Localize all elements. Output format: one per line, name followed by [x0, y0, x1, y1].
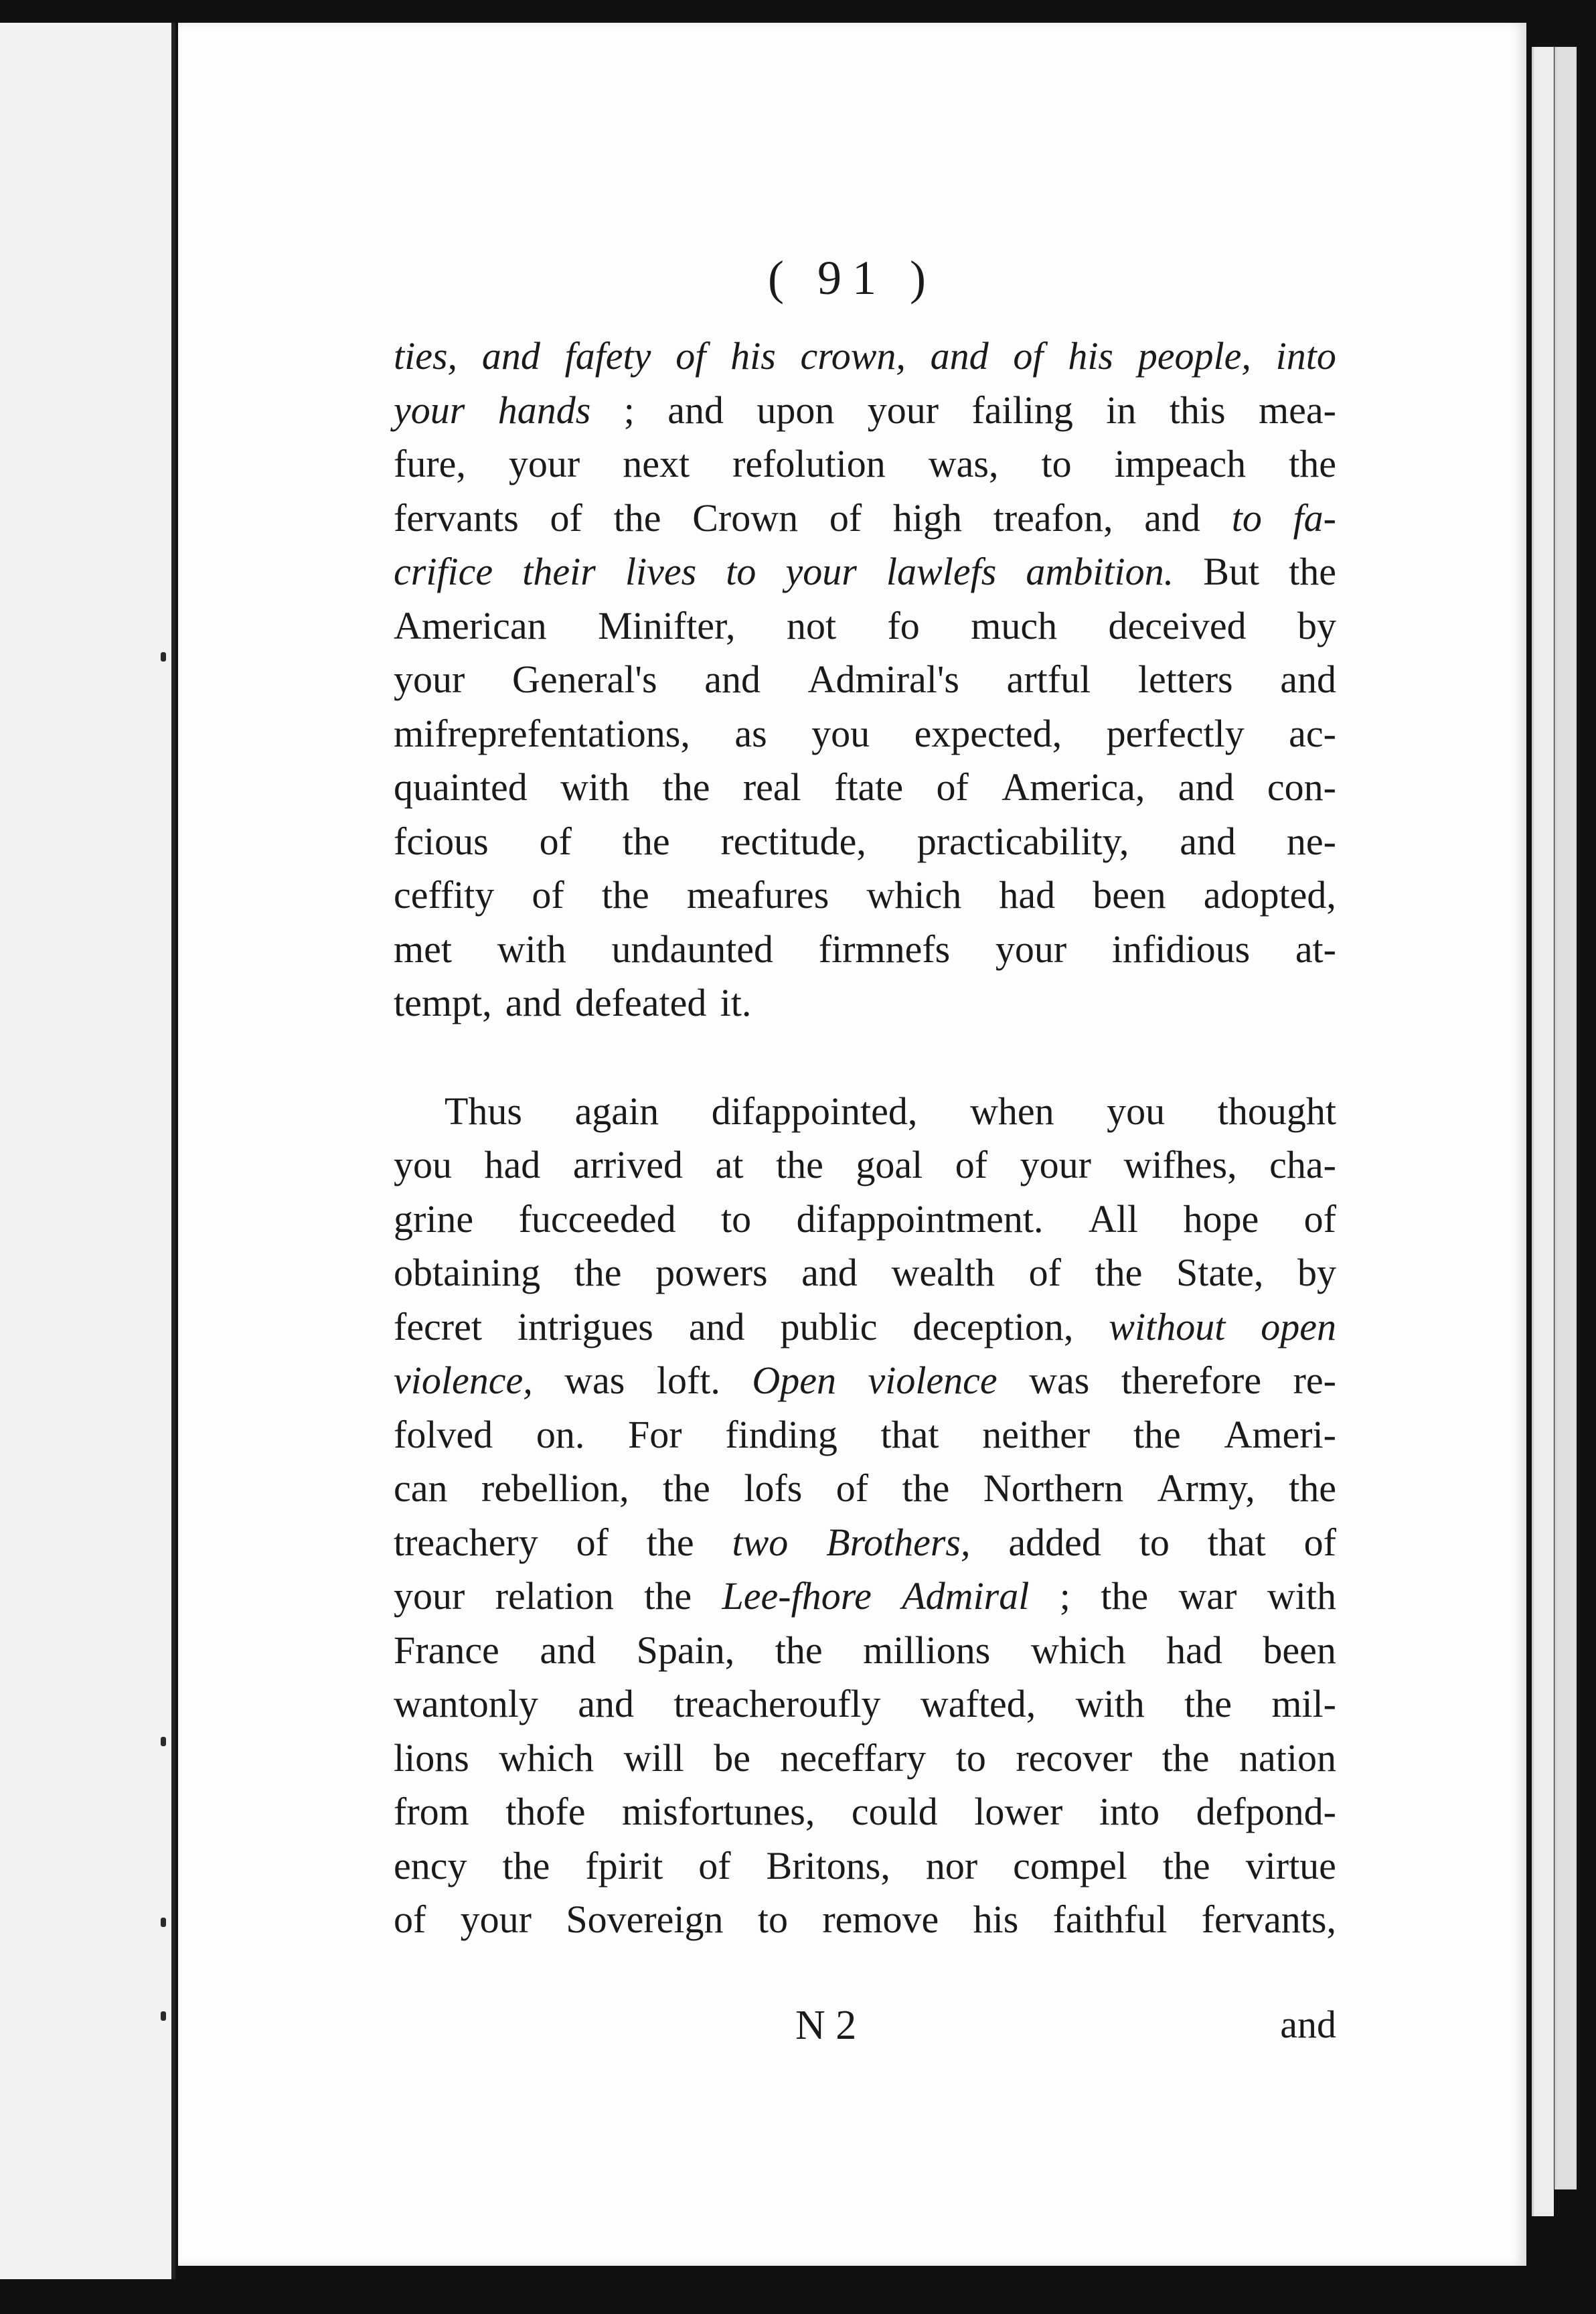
word: at — [715, 1143, 744, 1186]
word: millions — [863, 1628, 991, 1672]
word: intrigues — [517, 1304, 653, 1348]
word: of — [550, 495, 582, 540]
italic-word: and — [930, 334, 989, 378]
word: and — [704, 658, 761, 701]
italic-word: open — [1261, 1304, 1336, 1348]
word: lions — [394, 1736, 469, 1780]
word: folved — [394, 1412, 493, 1456]
word: to — [721, 1197, 752, 1241]
word: For — [628, 1412, 682, 1456]
word: tempt, — [394, 981, 492, 1024]
italic-word: fa- — [1293, 495, 1336, 540]
text-line — [394, 1192, 1336, 1247]
word: the — [662, 765, 710, 809]
word: your — [867, 388, 939, 432]
word: your — [394, 658, 465, 701]
text-line — [394, 1839, 1336, 1894]
word: rectitude, — [720, 819, 866, 863]
word: be — [714, 1736, 750, 1780]
italic-word: Brothers, — [826, 1520, 971, 1564]
word: nation — [1239, 1736, 1336, 1780]
word: ; — [623, 388, 635, 432]
word: goal — [856, 1143, 923, 1186]
word: defpond- — [1196, 1790, 1336, 1833]
italic-word: ambition. — [1026, 550, 1174, 593]
word: Ameri- — [1224, 1412, 1336, 1456]
word: infidious — [1111, 927, 1251, 971]
word: relation — [495, 1574, 614, 1618]
text-line — [394, 329, 1336, 384]
word: neceffary — [780, 1736, 927, 1780]
word: with — [497, 927, 566, 971]
word: and — [540, 1628, 596, 1672]
italic-word: his — [1068, 334, 1113, 378]
word: fervants — [394, 495, 519, 540]
italic-word: to — [726, 550, 756, 593]
word: by — [1297, 603, 1336, 647]
italic-word: fafety — [564, 334, 651, 378]
word: refolution — [732, 442, 886, 485]
word: lofs — [744, 1466, 803, 1510]
word: the — [1289, 1466, 1336, 1510]
italic-word: violence — [868, 1359, 998, 1402]
word: grine — [394, 1197, 474, 1241]
text-line — [394, 1785, 1336, 1839]
word: added — [1008, 1520, 1101, 1564]
text-line — [394, 707, 1336, 761]
word: mea- — [1258, 388, 1336, 432]
italic-word: their — [522, 550, 596, 593]
footer-line — [394, 2002, 1336, 2062]
text-line — [394, 1677, 1336, 1731]
word: of — [936, 765, 969, 809]
word: re- — [1293, 1359, 1336, 1402]
italic-word: lawlefs — [886, 550, 997, 593]
word: powers — [655, 1251, 768, 1294]
word: by — [1297, 1251, 1336, 1294]
italic-word: people, — [1137, 334, 1251, 378]
word: the — [613, 495, 661, 540]
word: of — [829, 495, 862, 540]
word: and — [1144, 495, 1200, 540]
word: to — [955, 1736, 986, 1780]
word: cha- — [1269, 1143, 1336, 1186]
word: wealth — [891, 1251, 995, 1294]
page-edge-leaf — [1554, 47, 1577, 2189]
word: from — [394, 1790, 469, 1833]
word: treachery — [394, 1520, 538, 1564]
word: deceived — [1108, 603, 1247, 647]
italic-word: your — [785, 550, 857, 593]
italic-word: your — [394, 388, 465, 432]
word: impeach — [1114, 442, 1247, 485]
word: loft. — [656, 1359, 720, 1402]
word: ac- — [1289, 711, 1336, 755]
word: therefore — [1121, 1359, 1262, 1402]
word: and — [578, 1682, 634, 1725]
text-line — [394, 1516, 1336, 1570]
word: Minifter, — [598, 603, 736, 647]
italic-word: crifice — [394, 550, 493, 593]
word: the — [646, 1520, 694, 1564]
word: the — [1289, 550, 1336, 593]
word: fervants, — [1201, 1898, 1336, 1941]
page-number: ( 91 ) — [768, 251, 937, 305]
word: and — [801, 1251, 858, 1294]
page-edge-leaf — [1532, 47, 1554, 2216]
word: the — [663, 1466, 710, 1510]
word: the — [775, 1628, 823, 1672]
facing-page-edge — [0, 23, 175, 2279]
catchword: and — [1280, 2003, 1336, 2046]
word: you — [394, 1143, 452, 1186]
word: arrived — [572, 1143, 684, 1186]
word: ne- — [1286, 819, 1336, 863]
word: But — [1203, 550, 1259, 593]
word: difappointment. — [796, 1197, 1044, 1241]
word: practicability, — [916, 819, 1129, 863]
word: obtaining — [394, 1251, 541, 1294]
word: adopted, — [1203, 873, 1336, 917]
word: war — [1178, 1574, 1237, 1618]
word: the — [502, 1843, 550, 1887]
word: been — [1093, 873, 1166, 917]
word: ; — [1059, 1574, 1070, 1618]
text-line — [394, 1085, 1336, 1139]
italic-word: his — [730, 334, 776, 378]
word: the — [644, 1574, 692, 1618]
text-line — [394, 868, 1336, 923]
word: and — [1180, 819, 1236, 863]
italic-word: to — [1231, 495, 1262, 540]
word: which — [866, 873, 962, 917]
word: at- — [1295, 927, 1336, 971]
word: Crown — [692, 495, 799, 540]
word: of — [1028, 1251, 1061, 1294]
word: in — [1106, 388, 1137, 432]
word: of — [539, 819, 572, 863]
text-line — [394, 976, 1336, 1030]
word: rebellion, — [481, 1466, 629, 1510]
word: thought — [1217, 1089, 1336, 1133]
italic-word: hands — [497, 388, 591, 432]
word: your — [995, 927, 1067, 971]
word: wantonly — [394, 1682, 538, 1725]
word: neither — [982, 1412, 1091, 1456]
word: Spain, — [636, 1628, 735, 1672]
word: of — [394, 1898, 426, 1941]
word: lower — [974, 1790, 1063, 1833]
word: into — [1099, 1790, 1160, 1833]
word: wafted, — [920, 1682, 1036, 1725]
word: mil- — [1271, 1682, 1336, 1725]
word: Thus — [445, 1089, 522, 1133]
word: the — [1162, 1843, 1210, 1887]
word: thofe — [505, 1790, 586, 1833]
word: had — [484, 1143, 541, 1186]
word: ftate — [834, 765, 904, 809]
italic-word: two — [732, 1520, 789, 1564]
word: perfectly — [1106, 711, 1245, 755]
italic-word: Lee-fhore — [722, 1574, 872, 1618]
word: again — [574, 1089, 659, 1133]
word: the — [574, 1251, 622, 1294]
word: it. — [720, 981, 752, 1024]
word: American — [394, 603, 547, 647]
text-line — [394, 491, 1336, 546]
text-line — [394, 599, 1336, 653]
word: his — [973, 1898, 1019, 1941]
word: hope — [1183, 1197, 1259, 1241]
word: much — [971, 603, 1058, 647]
word: con- — [1267, 765, 1336, 809]
word: been — [1263, 1628, 1336, 1672]
word: treacheroufly — [673, 1682, 881, 1725]
word: your — [394, 1574, 465, 1618]
text-line — [394, 1624, 1336, 1678]
text-line — [394, 1731, 1336, 1786]
word: quainted — [394, 765, 528, 809]
word: of — [576, 1520, 609, 1564]
word: of — [532, 873, 564, 917]
word: not — [786, 603, 837, 647]
word: public — [780, 1304, 878, 1348]
margin-mark — [161, 1918, 166, 1927]
word: as — [734, 711, 767, 755]
word: and — [505, 981, 562, 1024]
word: to — [1041, 442, 1072, 485]
signature-mark: N 2 — [795, 2003, 857, 2048]
word: and — [667, 388, 724, 432]
word: the — [1133, 1412, 1181, 1456]
word: nor — [925, 1843, 978, 1887]
word: you — [811, 711, 870, 755]
text-line — [394, 1354, 1336, 1408]
word: will — [623, 1736, 684, 1780]
word: the — [1101, 1574, 1149, 1618]
word: can — [394, 1466, 448, 1510]
text-line — [394, 1408, 1336, 1462]
text-line — [394, 761, 1336, 815]
word: faithful — [1052, 1898, 1168, 1941]
word: and — [688, 1304, 745, 1348]
word: to — [1139, 1520, 1170, 1564]
word: of — [1303, 1520, 1336, 1564]
italic-word: lives — [625, 550, 697, 593]
word: you — [1107, 1089, 1166, 1133]
word: your — [460, 1898, 532, 1941]
word: fucceeded — [518, 1197, 676, 1241]
word: your — [1020, 1143, 1091, 1186]
paragraph-gap — [394, 1030, 1336, 1085]
word: had — [999, 873, 1056, 917]
word: letters — [1137, 658, 1233, 701]
italic-word: Admiral — [902, 1574, 1030, 1618]
word: the — [1184, 1682, 1232, 1725]
word: was, — [928, 442, 999, 485]
body-text — [394, 329, 1336, 1947]
word: wifhes, — [1123, 1143, 1237, 1186]
word: was — [564, 1359, 625, 1402]
word: Army, — [1157, 1466, 1255, 1510]
word: mifreprefentations, — [394, 711, 690, 755]
text-line — [394, 653, 1336, 707]
text-line — [394, 1569, 1336, 1624]
text-line — [394, 1246, 1336, 1300]
word: and — [1280, 658, 1336, 701]
word: misfortunes, — [621, 1790, 815, 1833]
italic-word: of — [1013, 334, 1044, 378]
word: with — [1075, 1682, 1145, 1725]
word: France — [394, 1628, 499, 1672]
word: with — [560, 765, 630, 809]
word: with — [1267, 1574, 1336, 1618]
word: the — [902, 1466, 950, 1510]
word: which — [499, 1736, 594, 1780]
italic-word: and — [481, 334, 540, 378]
margin-mark — [161, 2011, 166, 2021]
word: real — [742, 765, 801, 809]
word: the — [1162, 1736, 1210, 1780]
italic-word: into — [1275, 334, 1336, 378]
word: ency — [394, 1843, 467, 1887]
word: Admiral's — [807, 658, 959, 701]
word: of — [698, 1843, 731, 1887]
word: had — [1166, 1628, 1222, 1672]
text-line — [394, 1462, 1336, 1516]
word: virtue — [1245, 1843, 1336, 1887]
italic-word: crown, — [800, 334, 906, 378]
word: and — [1178, 765, 1234, 809]
word: treafon, — [993, 495, 1113, 540]
word: Britons, — [766, 1843, 890, 1887]
italic-word: Open — [752, 1359, 836, 1402]
text-line — [394, 1300, 1336, 1355]
word: the — [622, 819, 670, 863]
word: of — [835, 1466, 869, 1510]
text-line — [394, 923, 1336, 977]
word: firmnefs — [818, 927, 951, 971]
margin-mark — [161, 652, 166, 662]
word: that — [1207, 1520, 1266, 1564]
word: compel — [1013, 1843, 1127, 1887]
word: All — [1088, 1197, 1139, 1241]
word: on. — [536, 1412, 585, 1456]
word: next — [623, 442, 690, 485]
word: of — [955, 1143, 988, 1186]
word: fo — [887, 603, 920, 647]
word: failing — [971, 388, 1073, 432]
word: the — [1095, 1251, 1143, 1294]
word: upon — [756, 388, 835, 432]
word: this — [1169, 388, 1226, 432]
word: defeated — [574, 981, 707, 1024]
text-line — [394, 1893, 1336, 1947]
word: the — [601, 873, 649, 917]
word: Northern — [983, 1466, 1124, 1510]
word: deception, — [912, 1304, 1074, 1348]
word: the — [775, 1143, 823, 1186]
word: finding — [725, 1412, 837, 1456]
word: ceffity — [394, 873, 495, 917]
word: when — [969, 1089, 1054, 1133]
word: fpirit — [585, 1843, 663, 1887]
word: high — [892, 495, 963, 540]
word: remove — [822, 1898, 939, 1941]
word: America, — [1002, 765, 1145, 809]
word: which — [1030, 1628, 1126, 1672]
word: fure, — [394, 442, 466, 485]
word: undaunted — [611, 927, 774, 971]
word: difappointed, — [711, 1089, 918, 1133]
word: recover — [1016, 1736, 1133, 1780]
word: artful — [1006, 658, 1091, 701]
text-line — [394, 1138, 1336, 1192]
word: State, — [1176, 1251, 1264, 1294]
word: to — [757, 1898, 788, 1941]
text-line — [394, 545, 1336, 599]
word: could — [851, 1790, 938, 1833]
word: meafures — [686, 873, 829, 917]
text-line — [394, 384, 1336, 438]
word: met — [394, 927, 452, 971]
margin-mark — [161, 1737, 166, 1746]
text-line — [394, 815, 1336, 869]
word: the — [1289, 442, 1336, 485]
word: that — [880, 1412, 939, 1456]
word: expected, — [914, 711, 1062, 755]
word: of — [1303, 1197, 1336, 1241]
italic-word: without — [1109, 1304, 1226, 1348]
italic-word: ties, — [394, 334, 458, 378]
text-line — [394, 437, 1336, 491]
word: Sovereign — [566, 1898, 724, 1941]
word: fcious — [394, 819, 489, 863]
word: fecret — [394, 1304, 482, 1348]
word: your — [508, 442, 580, 485]
word: was — [1029, 1359, 1090, 1402]
italic-word: of — [675, 334, 706, 378]
italic-word: violence, — [394, 1359, 533, 1402]
word: General's — [511, 658, 657, 701]
